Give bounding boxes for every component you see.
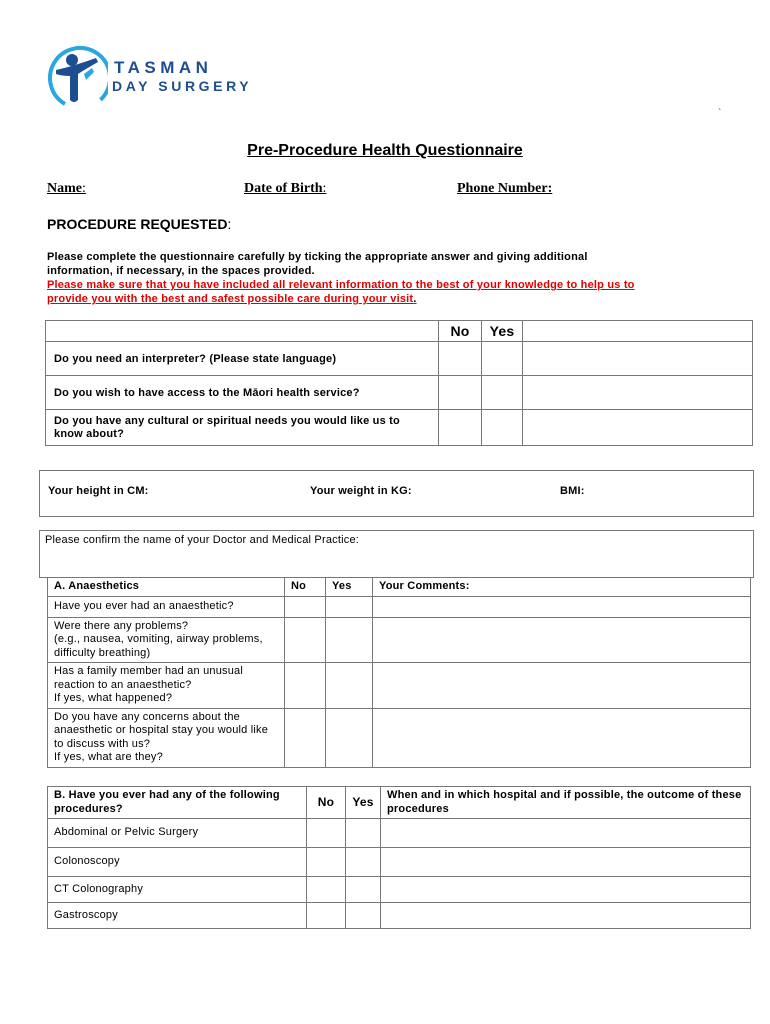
outcome-field[interactable]	[381, 848, 751, 877]
section-a-title: A. Anaesthetics	[48, 578, 285, 597]
logo-line1: TASMAN	[114, 58, 213, 77]
no-checkbox[interactable]	[307, 819, 346, 848]
page-title: Pre-Procedure Health Questionnaire	[247, 142, 523, 159]
dob-label: Date of Birth:	[244, 181, 327, 196]
name-label: Name:	[47, 181, 86, 196]
phone-label: Phone Number:	[457, 181, 553, 196]
comments-field[interactable]	[373, 663, 751, 709]
doctor-prompt: Please confirm the name of your Doctor and Medical Practice:	[45, 534, 360, 546]
outcome-field[interactable]	[381, 877, 751, 903]
no-checkbox[interactable]	[307, 848, 346, 877]
procedure-requested-label: PROCEDURE REQUESTED:	[47, 216, 232, 232]
procedures-table	[47, 786, 751, 929]
no-checkbox[interactable]	[285, 596, 326, 617]
no-checkbox[interactable]	[285, 708, 326, 767]
no-checkbox[interactable]	[285, 663, 326, 709]
outcome-field[interactable]	[381, 819, 751, 848]
question-had-anaesthetic: Have you ever had an anaesthetic?	[48, 596, 285, 617]
yes-checkbox[interactable]	[346, 877, 381, 903]
procedure-abdominal: Abdominal or Pelvic Surgery	[48, 819, 307, 848]
comments-field[interactable]	[373, 617, 751, 663]
yes-checkbox[interactable]	[482, 410, 523, 446]
question-cultural-needs: Do you have any cultural or spiritual needs you would like us to know about?	[46, 410, 439, 446]
yes-header: Yes	[326, 578, 373, 597]
yes-checkbox[interactable]	[326, 663, 373, 709]
tasman-logo-icon	[48, 44, 108, 112]
no-header: No	[439, 321, 482, 342]
no-checkbox[interactable]	[307, 877, 346, 903]
no-checkbox[interactable]	[439, 410, 482, 446]
yes-header: Yes	[482, 321, 523, 342]
yes-checkbox[interactable]	[346, 848, 381, 877]
comments-field[interactable]	[373, 708, 751, 767]
no-checkbox[interactable]	[439, 376, 482, 410]
question-problems: Were there any problems? (e.g., nausea, vomiting, airway problems, difficulty breathing)	[48, 617, 285, 663]
yes-checkbox[interactable]	[326, 708, 373, 767]
no-header: No	[285, 578, 326, 597]
yes-checkbox[interactable]	[482, 342, 523, 376]
no-header: No	[307, 787, 346, 819]
logo-line2: DAY SURGERY	[112, 78, 253, 94]
yes-checkbox[interactable]	[346, 819, 381, 848]
no-checkbox[interactable]	[439, 342, 482, 376]
procedure-gastroscopy: Gastroscopy	[48, 903, 307, 929]
no-checkbox[interactable]	[285, 617, 326, 663]
cultural-needs-table	[45, 320, 753, 446]
section-b-title: B. Have you ever had any of the following procedures?	[48, 787, 307, 819]
question-concerns: Do you have any concerns about the anaesthetic or hospital stay you would like to discuss with us? If yes, what are they?	[48, 708, 285, 767]
outcome-header: When and in which hospital and if possible, the outcome of these procedures	[381, 787, 751, 819]
no-checkbox[interactable]	[307, 903, 346, 929]
answer-field[interactable]	[523, 342, 753, 376]
procedure-colonoscopy: Colonoscopy	[48, 848, 307, 877]
outcome-field[interactable]	[381, 903, 751, 929]
answer-field[interactable]	[523, 376, 753, 410]
question-interpreter: Do you need an interpreter? (Please state language)	[46, 342, 439, 376]
doctor-practice-box[interactable]	[39, 530, 754, 578]
anaesthetics-table	[47, 577, 751, 768]
yes-checkbox[interactable]	[326, 617, 373, 663]
weight-label: Your weight in KG:	[310, 485, 412, 497]
yes-header: Yes	[346, 787, 381, 819]
comments-field[interactable]	[373, 596, 751, 617]
bmi-label: BMI:	[560, 485, 585, 497]
procedure-ct-colonography: CT Colonography	[48, 877, 307, 903]
yes-checkbox[interactable]	[482, 376, 523, 410]
question-maori-health: Do you wish to have access to the Māori health service?	[46, 376, 439, 410]
comments-header: Your Comments:	[373, 578, 751, 597]
yes-checkbox[interactable]	[346, 903, 381, 929]
height-label: Your height in CM:	[48, 485, 149, 497]
answer-field[interactable]	[523, 410, 753, 446]
question-family-reaction: Has a family member had an unusual reaction to an anaesthetic? If yes, what happened?	[48, 663, 285, 709]
intro-text: Please complete the questionnaire carefully by ticking the appropriate answer and giving additional information, if necessary, in the spaces provided.	[47, 251, 588, 277]
yes-checkbox[interactable]	[326, 596, 373, 617]
measurements-box[interactable]	[39, 470, 754, 517]
warning-text: Please make sure that you have included all relevant information to the best of your knowledge to help us to provide you with the best and safest possible care during your visit.	[47, 279, 635, 305]
stray-mark: `	[718, 108, 722, 119]
